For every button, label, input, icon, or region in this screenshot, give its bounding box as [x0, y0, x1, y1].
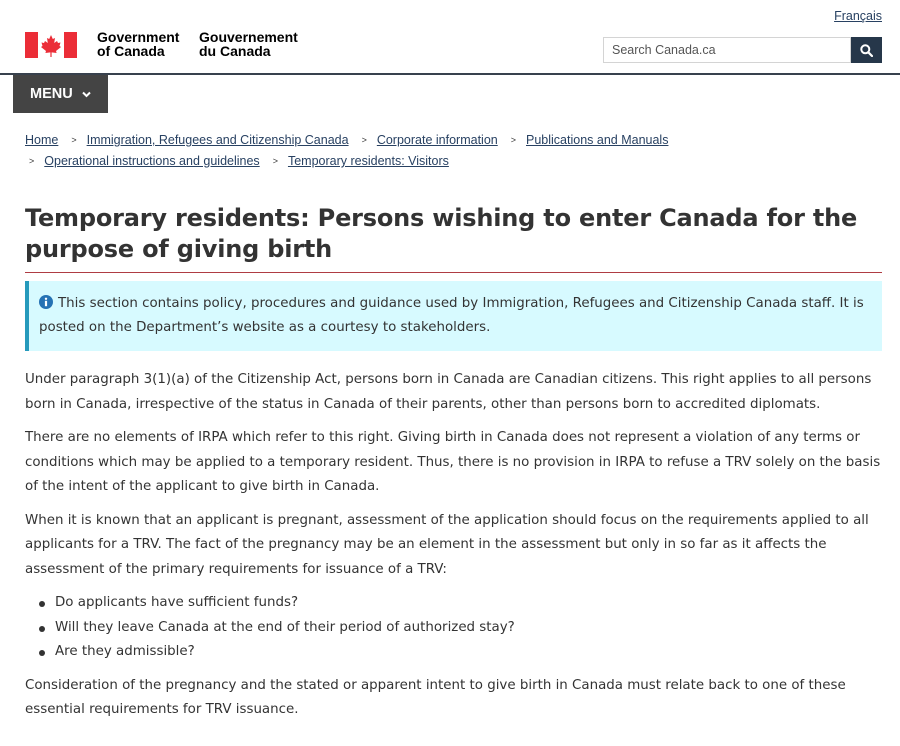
breadcrumb-link-ircc[interactable]: Immigration, Refugees and Citizenship Canada — [86, 133, 349, 147]
paragraph-irpa: There are no elements of IRPA which refer to this right. Giving birth in Canada does not represent a violation of any terms or conditions which may be applied to a temporary resident. Thus, there is no provision in IRPA to refuse a TRV solely on the basis of the intent of the applicant to give birth in Canada. — [25, 430, 881, 494]
page-title: Temporary residents: Persons wishing to enter Canada for the purpose of giving birth — [25, 204, 858, 263]
title-underline — [25, 272, 882, 273]
canada-flag-icon[interactable] — [25, 32, 77, 58]
breadcrumb-separator-icon: > — [510, 135, 516, 145]
search-field-wrapper — [603, 37, 851, 63]
language-toggle-link[interactable]: Français — [834, 9, 882, 23]
wordmark-fr-line1: Gouvernement — [199, 29, 298, 45]
info-alert — [25, 281, 882, 351]
menu-button[interactable] — [13, 75, 108, 113]
menu-label: MENU — [30, 86, 73, 102]
list-item: Do applicants have sufficient funds? — [39, 591, 885, 616]
breadcrumb-link-home[interactable]: Home — [25, 133, 59, 147]
breadcrumb-separator-icon: > — [361, 135, 367, 145]
wordmark-en-line2: of Canada — [97, 43, 165, 59]
breadcrumb-link-temporary-residents-visitors[interactable]: Temporary residents: Visitors — [287, 154, 449, 168]
info-icon — [39, 295, 53, 309]
search-icon — [860, 44, 873, 57]
requirements-list — [39, 591, 885, 665]
breadcrumb — [25, 130, 885, 172]
header-divider — [0, 73, 900, 75]
breadcrumb-separator-icon: > — [71, 135, 77, 145]
alert-text: This section contains policy, procedures and guidance used by Immigration, Refugees and Citizenship Canada staff. It is posted on the Department’s website as a courtesy to stakeholders. — [39, 296, 864, 335]
breadcrumb-link-corporate-information[interactable]: Corporate information — [376, 133, 498, 147]
government-of-canada-wordmark[interactable] — [97, 30, 179, 58]
paragraph-consideration: Consideration of the pregnancy and the stated or apparent intent to give birth in Canada must relate back to one of these essential requirements for TRV issuance. — [25, 677, 846, 717]
search-input[interactable] — [604, 38, 850, 62]
paragraph-citizenship-act: Under paragraph 3(1)(a) of the Citizenship Act, persons born in Canada are Canadian citizens. This right applies to all persons born in Canada, irrespective of the status in Canada of their parents, other than persons born to accredited diplomats. — [25, 372, 872, 412]
breadcrumb-separator-icon: > — [29, 156, 35, 166]
breadcrumb-link-operational-instructions[interactable]: Operational instructions and guidelines — [44, 154, 260, 168]
gouvernement-du-canada-wordmark[interactable] — [199, 30, 298, 58]
wordmark-fr-line2: du Canada — [199, 43, 271, 59]
paragraph-assessment: When it is known that an applicant is pregnant, assessment of the application should focus on the requirements applied to all applicants for a TRV. The fact of the pregnancy may be an element in the assessment but only in so far as it affects the assessment of the primary requirements for issuance of a TRV: — [25, 512, 869, 577]
breadcrumb-link-publications-manuals[interactable]: Publications and Manuals — [526, 133, 669, 147]
search-button[interactable] — [851, 37, 882, 63]
list-item: Will they leave Canada at the end of their period of authorized stay? — [39, 616, 885, 641]
main-content — [25, 368, 885, 732]
list-item: Are they admissible? — [39, 640, 885, 665]
breadcrumb-separator-icon: > — [272, 156, 278, 166]
chevron-down-icon — [82, 91, 91, 98]
wordmark-en-line1: Government — [97, 29, 180, 45]
